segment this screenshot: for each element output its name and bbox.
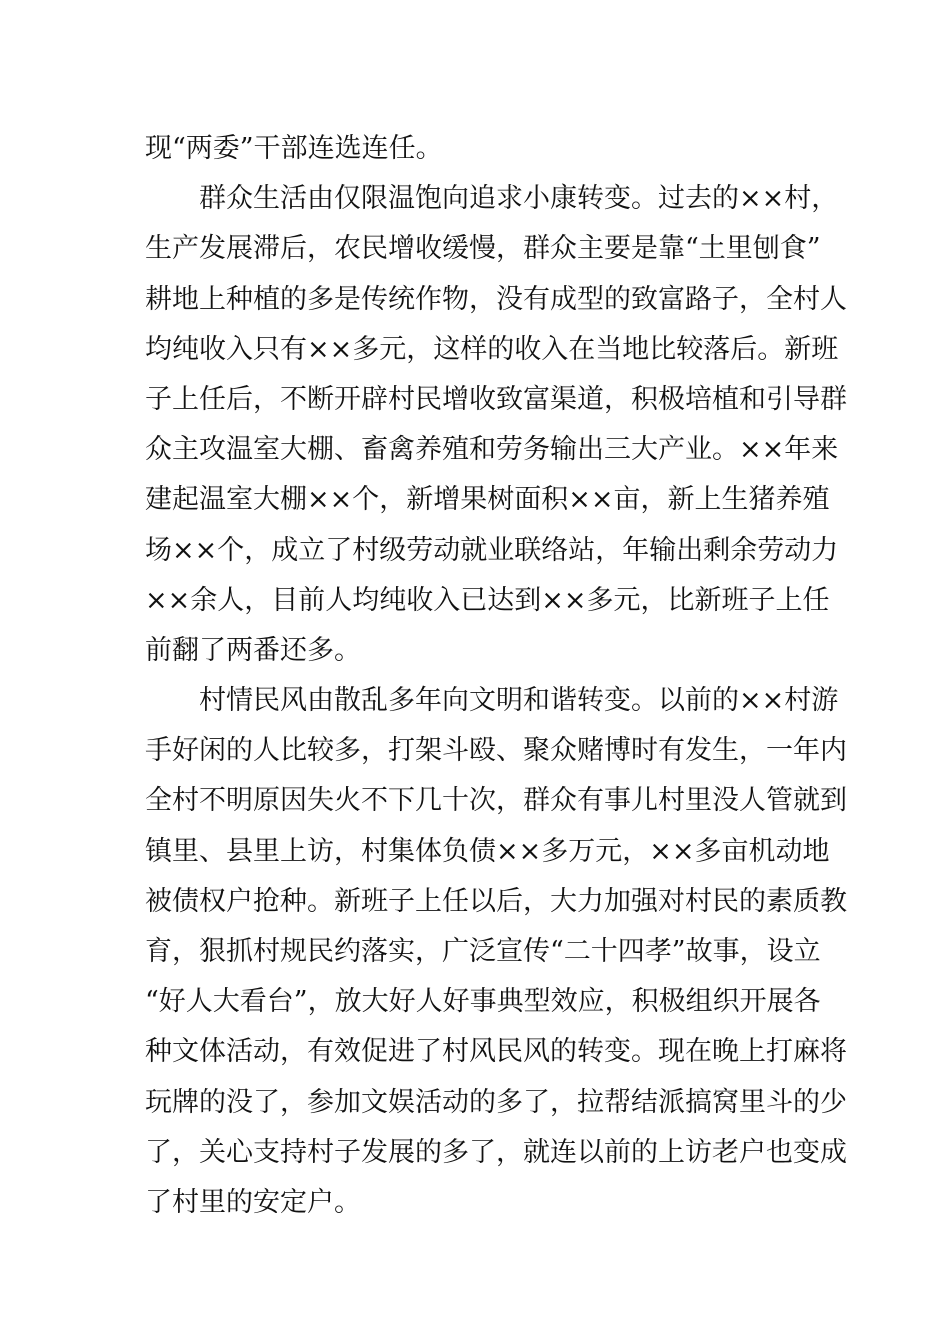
text-line: 耕地上种植的多是传统作物，没有成型的致富路子，全村人 — [145, 283, 847, 315]
text-line: “好人大看台”，放大好人好事典型效应，积极组织开展各 — [145, 986, 821, 1018]
text-line: 场××个，成立了村级劳动就业联络站，年输出剩余劳动力 — [145, 534, 839, 566]
text-line: 众主攻温室大棚、畜禽养殖和劳务输出三大产业。××年来 — [145, 434, 839, 466]
text-line: 生产发展滞后，农民增收缓慢，群众主要是靠“土里刨食” — [145, 233, 821, 265]
document-body — [145, 124, 847, 1228]
text-line: 子上任后，不断开辟村民增收致富渠道，积极培植和引导群 — [145, 383, 847, 415]
text-line: 镇里、县里上访，村集体负债××多万元，××多亩机动地 — [145, 835, 830, 867]
text-line: 了，关心支持村子发展的多了，就连以前的上访老户也变成 — [145, 1136, 847, 1168]
text-line: 育，狠抓村规民约落实，广泛宣传“二十四孝”故事，设立 — [145, 936, 821, 967]
text-line: 均纯收入只有××多元，这样的收入在当地比较落后。新班 — [145, 333, 839, 365]
text-line: 了村里的安定户。 — [145, 1186, 361, 1218]
text-line: 玩牌的没了，参加文娱活动的多了，拉帮结派搞窝里斗的少 — [145, 1086, 847, 1118]
text-line: 现“两委”干部连选连任。 — [145, 133, 443, 164]
text-line: 种文体活动，有效促进了村风民风的转变。现在晚上打麻将 — [145, 1036, 847, 1068]
text-line: 手好闲的人比较多，打架斗殴、聚众赌博时有发生，一年内 — [145, 735, 847, 767]
text-line: 建起温室大棚××个，新增果树面积××亩，新上生猪养殖 — [145, 484, 830, 516]
text-line: 被债权户抢种。新班子上任以后，大力加强对村民的素质教 — [145, 885, 847, 917]
text-line: 全村不明原因失火不下几十次，群众有事儿村里没人管就到 — [145, 785, 847, 817]
paragraph-first-line: 村情民风由散乱多年向文明和谐转变。以前的××村游 — [199, 685, 839, 717]
paragraph-first-line: 群众生活由仅限温饱向追求小康转变。过去的××村， — [199, 183, 839, 215]
text-line: ××余人，目前人均纯收入已达到××多元，比新班子上任 — [145, 584, 830, 616]
text-line: 前翻了两番还多。 — [145, 634, 361, 666]
